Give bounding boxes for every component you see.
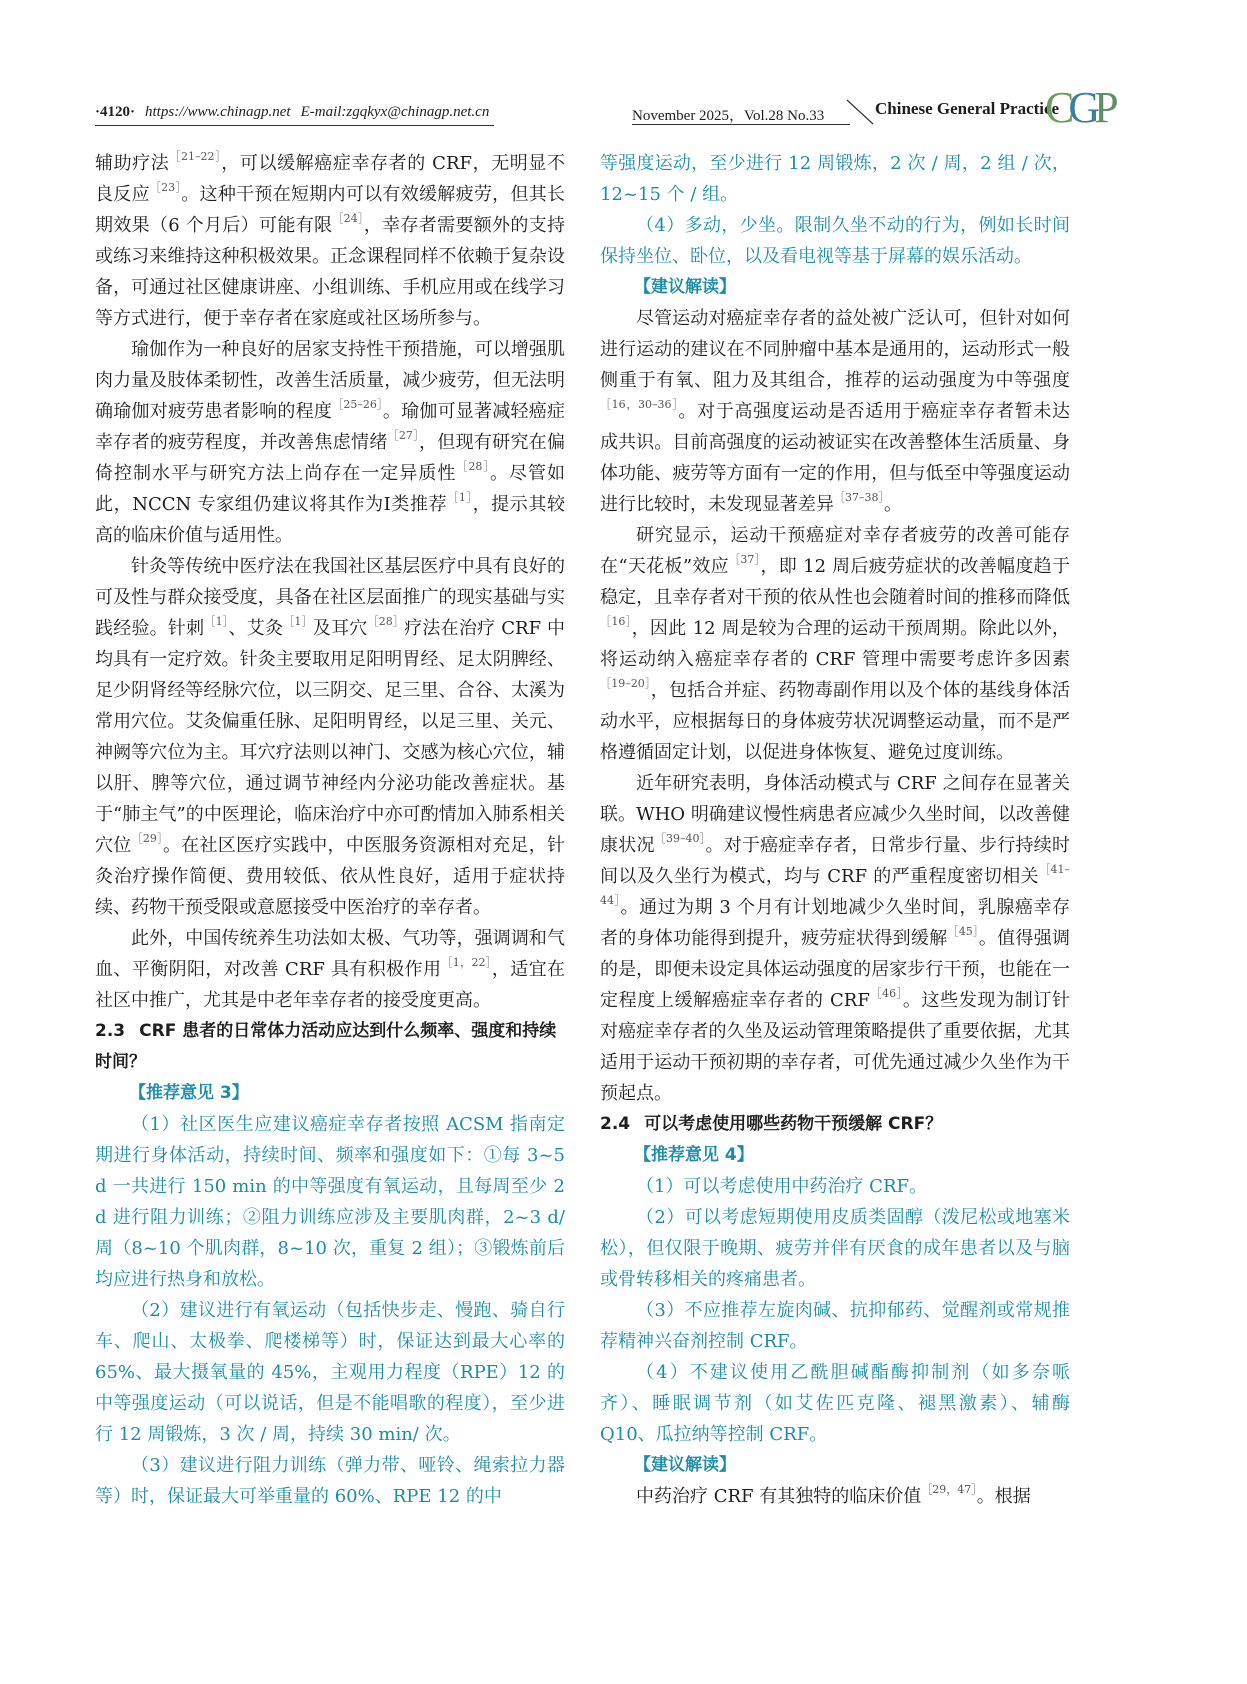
citation[interactable]: ［28］: [367, 615, 405, 629]
citation[interactable]: ［19–20］: [600, 677, 651, 691]
paragraph: 辅助疗法$^{[21-22]}$，可以缓解癌症幸存者的 CRF，无明显不良反应$^{[23]}$。这种干预在短期内可以有效缓解疲劳，但其长期效果（6 个月后）可能有限$^{[24]}$，幸存者需要额外的支持或练习来维持这种积极效果。正念课程同样不依赖于复杂设备，可通过社区健康讲座、小组训练、手机应用或在线学习等方式进行，便于幸存者在家庭或社区场所参与。: [95, 150, 566, 329]
citation[interactable]: ［28］: [456, 460, 490, 474]
recommendation-item: （2）可以考虑短期使用皮质类固醇（泼尼松或地塞米松），但仅限于晚期、疲劳并伴有厌食的成年患者以及与脑或骨转移相关的疼痛患者。: [600, 1207, 1070, 1290]
recommendation-item: 等强度运动，至少进行 12 周锻炼，2 次 / 周，2 组 / 次，12~15 个 / 组。: [600, 153, 1070, 205]
citation[interactable]: ［39–40］: [654, 832, 706, 846]
citation[interactable]: ［23］: [149, 181, 182, 195]
section-heading: 2.4 可以考虑使用哪些药物干预缓解 CRF？: [600, 1114, 943, 1134]
left-column: [95, 148, 565, 1512]
citation[interactable]: ［16］: [600, 615, 632, 629]
citation[interactable]: ［45］: [947, 925, 979, 939]
citation[interactable]: ［27］: [387, 429, 419, 443]
paragraph: 此外，中国传统养生功法如太极、气功等，强调调和气血、平衡阴阳，对改善 CRF 具有积极作用$^{[1,22]}$，适宜在社区中推广，尤其是中老年幸存者的接受度更高。: [95, 928, 565, 1011]
citation[interactable]: ［21–22］: [169, 150, 222, 164]
journal-title: Chinese General Practice: [875, 99, 1060, 118]
header-slash-icon: [845, 99, 875, 125]
paragraph: 近年研究表明，身体活动模式与 CRF 之间存在显著关联。WHO 明确建议慢性病患者应减少久坐时间，以改善健康状况$^{[39-40]}$。对于癌症幸存者，日常步行量、步行持续时间以及久坐行为模式，均与 CRF 的严重程度密切相关$^{[41-44]}$。通过为期 3 个月有计划地减少久坐时间，乳腺癌幸存者的身体功能得到提升，疲劳症状得到缓解$^{[45]}$。值得强调的是，即便未设定具体运动强度的居家步行干预，也能在一定程度上缓解癌症幸存者的 $CRF^{[46]}$。这些发现为制订针对癌症幸存者的久坐及运动管理策略提供了重要依据，尤其适用于运动干预初期的幸存者，可优先通过减少久坐作为干预起点。: [600, 773, 1071, 1104]
citation[interactable]: ［29］: [131, 832, 163, 846]
recommendation-item: （1）社区医生应建议癌症幸存者按照 ACSM 指南定期进行身体活动，持续时间、频率和强度如下：①每 3~5 d 一共进行 150 min 的中等强度有氧运动，且每周至少 2 d 进行阻力训练；②阻力训练应涉及主要肌肉群，2~3 d/ 周（8~10 个肌肉群，8~10 次，重复 2 组）；③锻炼前后均应进行热身和放松。: [95, 1114, 565, 1290]
citation[interactable]: ［24］: [332, 212, 364, 226]
header-right-rule: [632, 124, 850, 125]
citation[interactable]: ［1］: [283, 615, 313, 629]
paragraph: 研究显示，运动干预癌症对幸存者疲劳的改善可能存在“天花板”效应$^{[37]}$，即 12 周后疲劳症状的改善幅度趋于稳定，且幸存者对干预的依从性也会随着时间的推移而降低$^{[16]}$，因此 12 周是较为合理的运动干预周期。除此以外，将运动纳入癌症幸存者的 CRF 管理中需要考虑许多因素$^{[19-20]}$，包括合并症、药物毒副作用以及个体的基线身体活动水平，应根据每日的身体疲劳状况调整运动量，而不是严格遵循固定计划，以促进身体恢复、避免过度训练。: [600, 525, 1070, 763]
recommendation-item: （4）多动，少坐。限制久坐不动的行为，例如长时间保持坐位、卧位，以及看电视等基于屏幕的娱乐活动。: [600, 215, 1070, 267]
paragraph: 中药治疗 CRF 有其独特的临床价值$^{[29,47]}$。根据: [636, 1483, 1031, 1507]
recommendation-heading: 【推荐意见 3】: [129, 1083, 249, 1103]
citation[interactable]: ［41–44］: [600, 863, 1071, 908]
page-number: ·4120·: [95, 104, 136, 120]
citation[interactable]: ［37–38］: [834, 491, 884, 505]
recommendation-item: （2）建议进行有氧运动（包括快步走、慢跑、骑自行车、爬山、太极拳、爬楼梯等）时，保证达到最大心率的 65%、最大摄氧量的 45%，主观用力程度（RPE）12 的中等强度运动（可以说话，但是不能唱歌的程度），至少进行 12 周锻炼，3 次 / 周，持续 30 min/ 次。: [95, 1300, 565, 1445]
recommendation-item: （3）建议进行阻力训练（弹力带、哑铃、绳索拉力器等）时，保证最大可举重量的 60%、RPE 12 的中: [95, 1455, 565, 1507]
right-column: [600, 148, 1070, 1512]
header-left: [95, 104, 489, 121]
recommendation-item: （4）不建议使用乙酰胆碱酯酶抑制剂（如多奈哌齐）、睡眠调节剂（如艾佐匹克隆、褪黑激素）、辅酶 Q10、瓜拉纳等控制 CRF。: [600, 1362, 1070, 1445]
journal-email-link[interactable]: E-mail:zgqkyx@chinagp.net.cn: [300, 104, 490, 120]
citation[interactable]: ［16，30–36］: [600, 398, 679, 412]
recommendation-item: （3）不应推荐左旋肉碱、抗抑郁药、觉醒剂或常规推荐精神兴奋剂控制 CRF。: [600, 1300, 1070, 1352]
citation[interactable]: ［1，22］: [441, 956, 492, 970]
citation[interactable]: ［37］: [729, 553, 761, 567]
paragraph: 针灸等传统中医疗法在我国社区基层医疗中具有良好的可及性与群众接受度，具备在社区层面推广的现实基础与实践经验。针刺$^{[1]}$、艾灸$^{[1]}$及耳穴$^{[28]}$疗法在治疗 CRF 中均具有一定疗效。针灸主要取用足阳明胃经、足太阴脾经、足少阴肾经等经脉穴位，以三阴交、足三里、合谷、太溪为常用穴位。艾灸偏重任脉、足阳明胃经，以足三里、关元、神阙等穴位为主。耳穴疗法则以神门、交感为核心穴位，辅以肝、脾等穴位，通过调节神经内分泌功能改善症状。基于“肺主气”的中医理论，临床治疗中亦可酌情加入肺系相关穴位$^{[29]}$。在社区医疗实践中，中医服务资源相对充足，针灸治疗操作简便、费用较低、依从性良好，适用于症状持续、药物干预受限或意愿接受中医治疗的幸存者。: [95, 556, 566, 918]
paragraph: 瑜伽作为一种良好的居家支持性干预措施，可以增强肌肉力量及肢体柔韧性，改善生活质量，减少疲劳，但无法明确瑜伽对疲劳患者影响的程度$^{[25-26]}$。瑜伽可显著减轻癌症幸存者的疲劳程度，并改善焦虑情绪$^{[27]}$，但现有研究在偏倚控制水平与研究方法上尚存在一定异质性$^{[28]}$。尽管如此，NCCN 专家组仍建议将其作为Ⅰ类推荐$^{[1]}$，提示其较高的临床价值与适用性。: [95, 339, 566, 546]
citation[interactable]: ［25–26］: [332, 398, 383, 412]
journal-url-link[interactable]: https://www.chinagp.net: [145, 104, 291, 120]
interpretation-heading: 【建议解读】: [634, 1455, 736, 1475]
running-header: [95, 83, 1160, 136]
citation[interactable]: ［1］: [447, 491, 473, 505]
header-left-rule: [95, 125, 494, 126]
interpretation-heading: 【建议解读】: [634, 277, 736, 297]
section-heading: 2.3 CRF 患者的日常体力活动应达到什么频率、强度和持续时间？: [95, 1021, 557, 1072]
journal-logo: CGP: [1045, 83, 1113, 132]
recommendation-item: （1）可以考虑使用中药治疗 CRF。: [636, 1176, 927, 1197]
recommendation-heading: 【推荐意见 4】: [634, 1145, 754, 1165]
citation[interactable]: ［1］: [204, 615, 229, 629]
paragraph: 尽管运动对癌症幸存者的益处被广泛认可，但针对如何进行运动的建议在不同肿瘤中基本是通用的，运动形式一般侧重于有氧、阻力及其组合，推荐的运动强度为中等强度$^{[16,30-36]}$。对于高强度运动是否适用于癌症幸存者暂未达成共识。目前高强度的运动被证实在改善整体生活质量、身体功能、疲劳等方面有一定的作用，但与低至中等强度运动进行比较时，未发现显著差异$^{[37-38]}$。: [600, 308, 1071, 515]
citation[interactable]: ［29，47］: [921, 1483, 977, 1497]
issue-info: November 2025，Vol.28 No.33: [632, 108, 825, 124]
citation[interactable]: ［46］: [869, 987, 903, 1001]
